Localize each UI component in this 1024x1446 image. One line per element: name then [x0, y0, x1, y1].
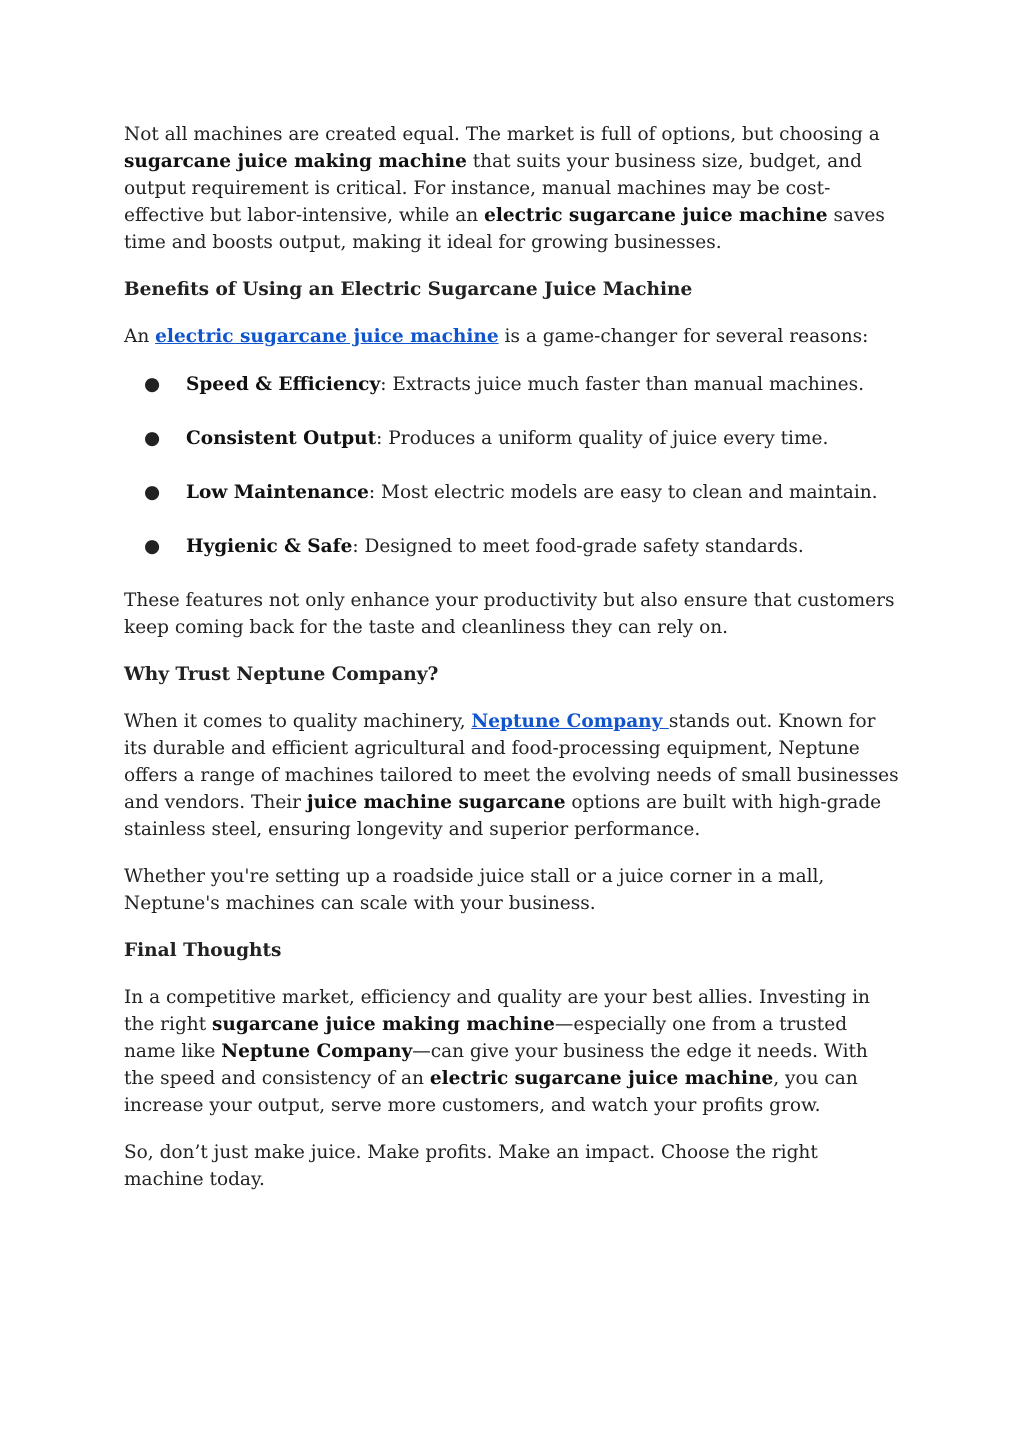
benefit-title: Consistent Output	[186, 428, 377, 449]
trust-text-pre: When it comes to quality machinery,	[124, 711, 472, 732]
bullet-icon: ●	[144, 428, 161, 449]
final-bold-2: Neptune Company	[221, 1041, 413, 1062]
final-bold-3: electric sugarcane juice machine	[429, 1068, 774, 1089]
final-text-e: , you can increase your output, serve more customers, and watch your profits grow.	[124, 1068, 858, 1116]
neptune-company-link[interactable]: Neptune Company	[471, 711, 669, 732]
final-bold-1: sugarcane juice making machine	[212, 1014, 555, 1035]
benefits-lead	[124, 323, 900, 350]
intro-text-3: saves time and boosts output, making it ideal for growing businesses.	[124, 205, 885, 253]
benefit-title: Hygienic & Safe	[186, 536, 353, 557]
trust-bold: juice machine sugarcane	[306, 792, 566, 813]
list-item	[124, 479, 900, 506]
trust-heading: Why Trust Neptune Company?	[124, 664, 439, 685]
benefit-title: Speed & Efficiency	[186, 374, 381, 395]
bullet-icon: ●	[144, 374, 161, 395]
benefit-text: : Designed to meet food-grade safety standards.	[352, 536, 804, 557]
benefits-heading: Benefits of Using an Electric Sugarcane Juice Machine	[124, 279, 693, 300]
list-item	[124, 533, 900, 560]
final-paragraph-1	[124, 984, 900, 1119]
benefits-list	[124, 371, 900, 560]
final-text-d: —can give your business the edge it needs. With the speed and consistency of an	[124, 1041, 868, 1089]
final-text-c: —especially one from a trusted name like	[124, 1014, 848, 1062]
benefit-text: : Extracts juice much faster than manual machines.	[380, 374, 864, 395]
benefit-text: : Produces a uniform quality of juice every time.	[376, 428, 829, 449]
bullet-icon: ●	[144, 482, 161, 503]
benefits-lead-pre: An	[124, 326, 156, 347]
intro-paragraph	[124, 121, 900, 256]
final-heading: Final Thoughts	[124, 940, 282, 961]
intro-text-2: that suits your business size, budget, and output requirement is critical. For instance, manual machines may be cost-effective but labor-intensive, while an	[124, 151, 862, 226]
intro-bold-1: sugarcane juice making machine	[124, 151, 467, 172]
benefits-lead-post: is a game-changer for several reasons:	[498, 326, 869, 347]
final-paragraph-2: So, don’t just make juice. Make profits. Make an impact. Choose the right machine today.	[124, 1142, 818, 1190]
intro-text-1: Not all machines are created equal. The market is full of options, but choosing a	[124, 124, 880, 145]
trust-paragraph-2: Whether you're setting up a roadside juice stall or a juice corner in a mall, Neptune's machines can scale with your business.	[124, 866, 825, 914]
electric-machine-link[interactable]: electric sugarcane juice machine	[155, 326, 499, 347]
list-item	[124, 425, 900, 452]
benefit-text: : Most electric models are easy to clean and maintain.	[368, 482, 878, 503]
benefits-closing: These features not only enhance your productivity but also ensure that customers keep coming back for the taste and cleanliness they can rely on.	[124, 590, 895, 638]
trust-text-mid: stands out. Known for its durable and efficient agricultural and food-processing equipment, Neptune offers a range of machines tailored to meet the evolving needs of small businesses and vendors. Their	[124, 711, 899, 813]
list-item	[124, 371, 900, 398]
document-page	[124, 121, 900, 1213]
intro-bold-2: electric sugarcane juice machine	[484, 205, 828, 226]
final-text-a: In a competitive market, efficiency and quality are your best allies. Investing in the right	[124, 987, 870, 1035]
benefit-title: Low Maintenance	[186, 482, 369, 503]
trust-paragraph-1	[124, 708, 900, 843]
bullet-icon: ●	[144, 536, 161, 557]
trust-text-post: options are built with high-grade stainless steel, ensuring longevity and superior performance.	[124, 792, 882, 840]
